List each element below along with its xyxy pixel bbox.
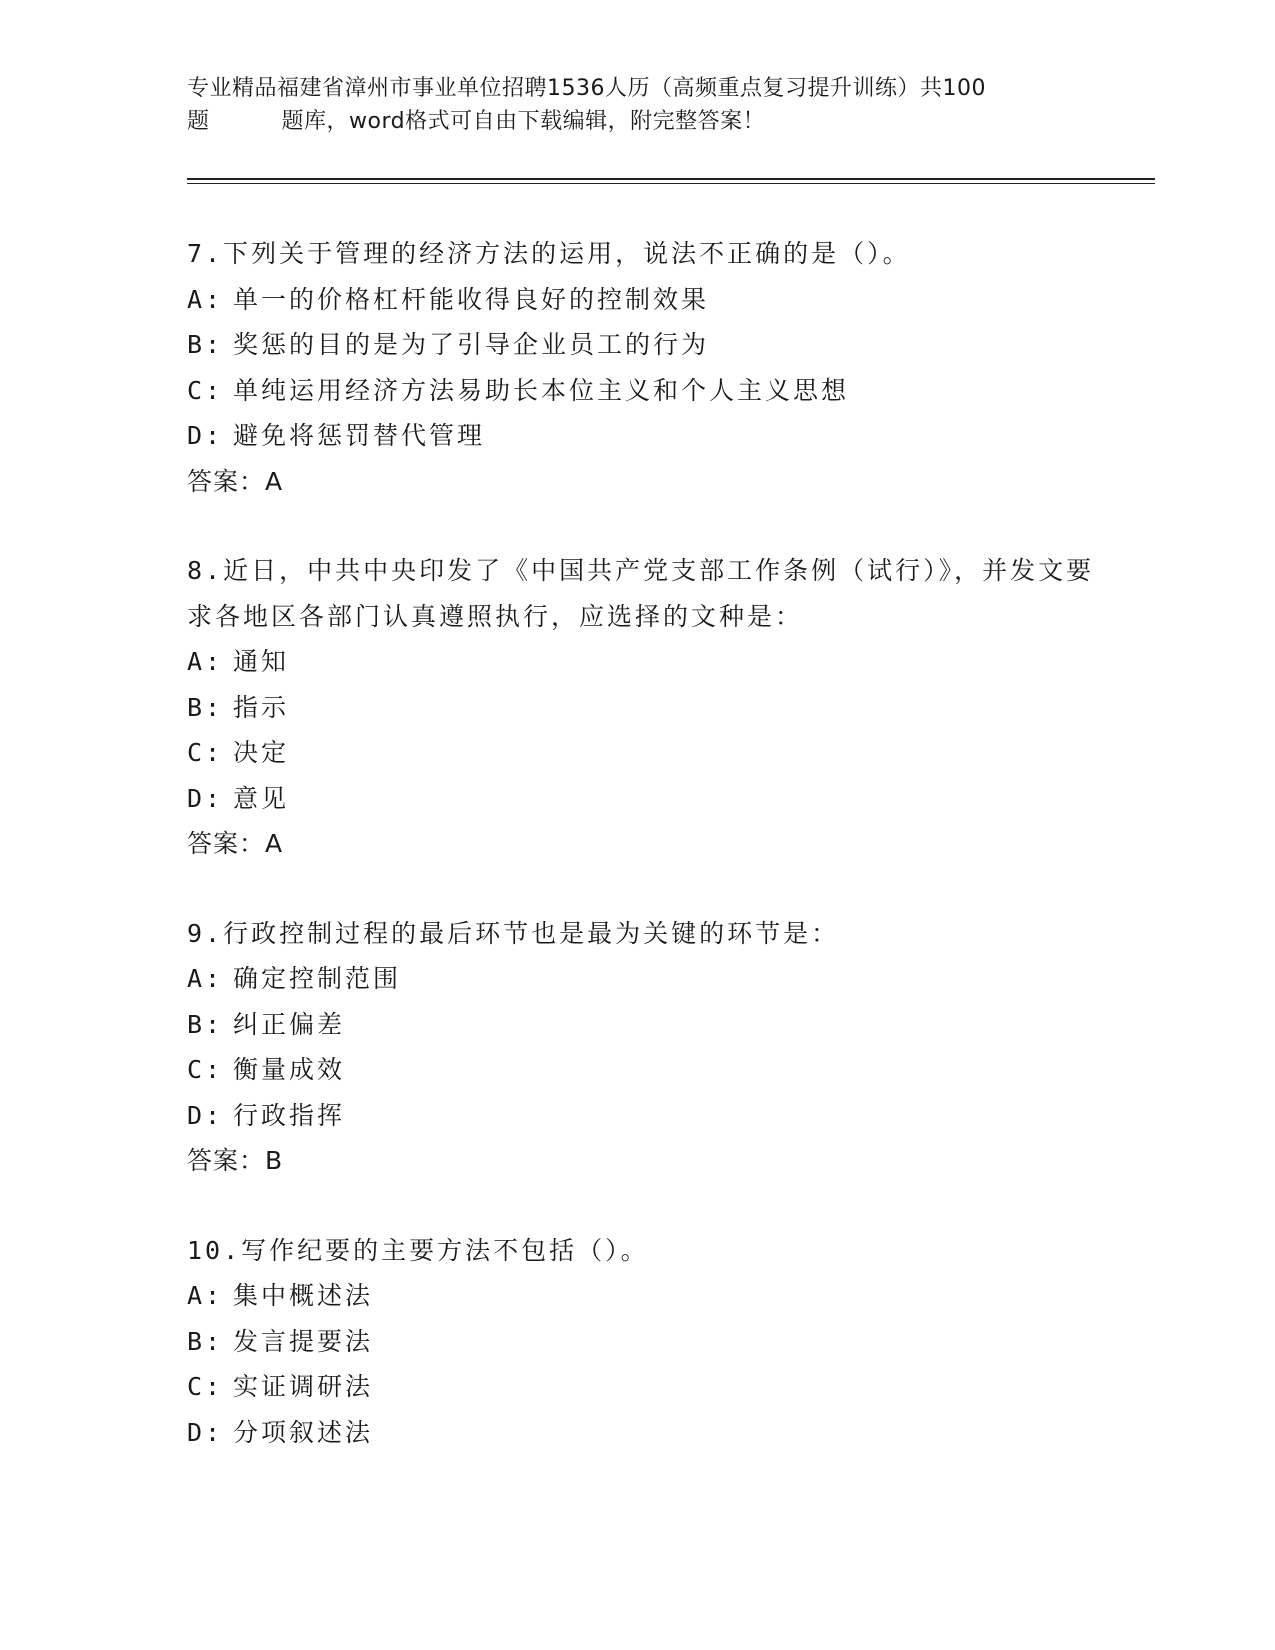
question-10 [187,1228,1107,1456]
answer-line: 答案：A [187,829,284,858]
option-text: 集中概述法 [233,1281,374,1310]
option-key: D: [187,783,224,813]
option-c [187,368,1107,414]
question-number: 8. [187,556,224,585]
question-stem [187,1228,1107,1274]
option-text: 奖惩的目的是为了引导企业员工的行为 [233,330,710,359]
header-divider-thin [187,183,1155,184]
option-key: C: [187,375,224,405]
option-text: 实证调研法 [233,1372,374,1401]
option-text: 确定控制范围 [233,964,402,993]
option-key: B: [187,1326,224,1356]
question-text: 近日，中共中央印发了《中国共产党支部工作条例（试行）》，并发文要求各地区各部门认真遵照执行，应选择的文种是： [187,556,1095,631]
option-c [187,730,1107,776]
option-a [187,1273,1107,1319]
question-text: 下列关于管理的经济方法的运用，说法不正确的是（）。 [223,239,911,268]
option-a [187,639,1107,685]
option-key: A: [187,284,224,314]
option-b [187,685,1107,731]
option-key: D: [187,1417,224,1447]
question-stem [187,231,1107,277]
question-number: 7. [187,239,224,268]
question-stem [187,548,1107,639]
option-key: A: [187,1281,224,1310]
option-a [187,956,1107,1002]
question-7 [187,231,1107,504]
option-key: B: [187,692,224,722]
option-b [187,322,1107,368]
option-text: 衡量成效 [233,1055,346,1084]
header-line-2-head: 题 [187,109,210,134]
question-text: 行政控制过程的最后环节也是最为关键的环节是： [223,918,840,948]
option-text: 行政指挥 [233,1100,346,1130]
header-title-line-1: 专业精品福建省漳州市事业单位招聘1536人历（高频重点复习提升训练）共100 [187,76,986,101]
option-text: 意见 [233,783,290,813]
option-key: B: [187,330,224,359]
option-d [187,1410,1107,1456]
option-text: 避免将惩罚替代管理 [233,421,486,450]
option-key: A: [187,647,224,676]
option-c [187,1047,1107,1093]
question-list [187,231,1107,1499]
question-text: 写作纪要的主要方法不包括（）。 [241,1235,649,1265]
option-d [187,1093,1107,1139]
option-text: 决定 [233,738,290,767]
document-header [187,72,1087,138]
option-key: D: [187,1100,224,1130]
option-text: 发言提要法 [233,1326,374,1356]
option-b [187,1319,1107,1365]
option-d [187,776,1107,822]
option-d [187,413,1107,459]
answer-line: 答案：B [187,1146,284,1175]
header-line-2-tail: 题库，word格式可自由下载编辑，附完整答案！ [281,109,766,134]
option-key: D: [187,421,224,450]
question-9 [187,911,1107,1184]
option-key: C: [187,738,224,767]
option-a [187,277,1107,323]
option-c [187,1364,1107,1410]
option-key: A: [187,964,224,993]
option-key: C: [187,1055,224,1084]
question-number: 9. [187,918,224,948]
option-key: B: [187,1009,224,1039]
question-number: 10. [187,1235,242,1265]
header-divider-thick [187,178,1155,180]
option-text: 分项叙述法 [233,1417,374,1447]
answer-line: 答案：A [187,466,284,496]
header-title-line-2 [187,105,1087,138]
option-key: C: [187,1372,224,1401]
option-text: 通知 [233,647,290,676]
option-text: 单纯运用经济方法易助长本位主义和个人主义思想 [233,375,850,405]
option-text: 指示 [233,692,290,722]
option-b [187,1002,1107,1048]
question-8 [187,548,1107,867]
option-text: 纠正偏差 [233,1009,346,1039]
question-stem [187,911,1107,957]
option-text: 单一的价格杠杆能收得良好的控制效果 [233,284,710,314]
